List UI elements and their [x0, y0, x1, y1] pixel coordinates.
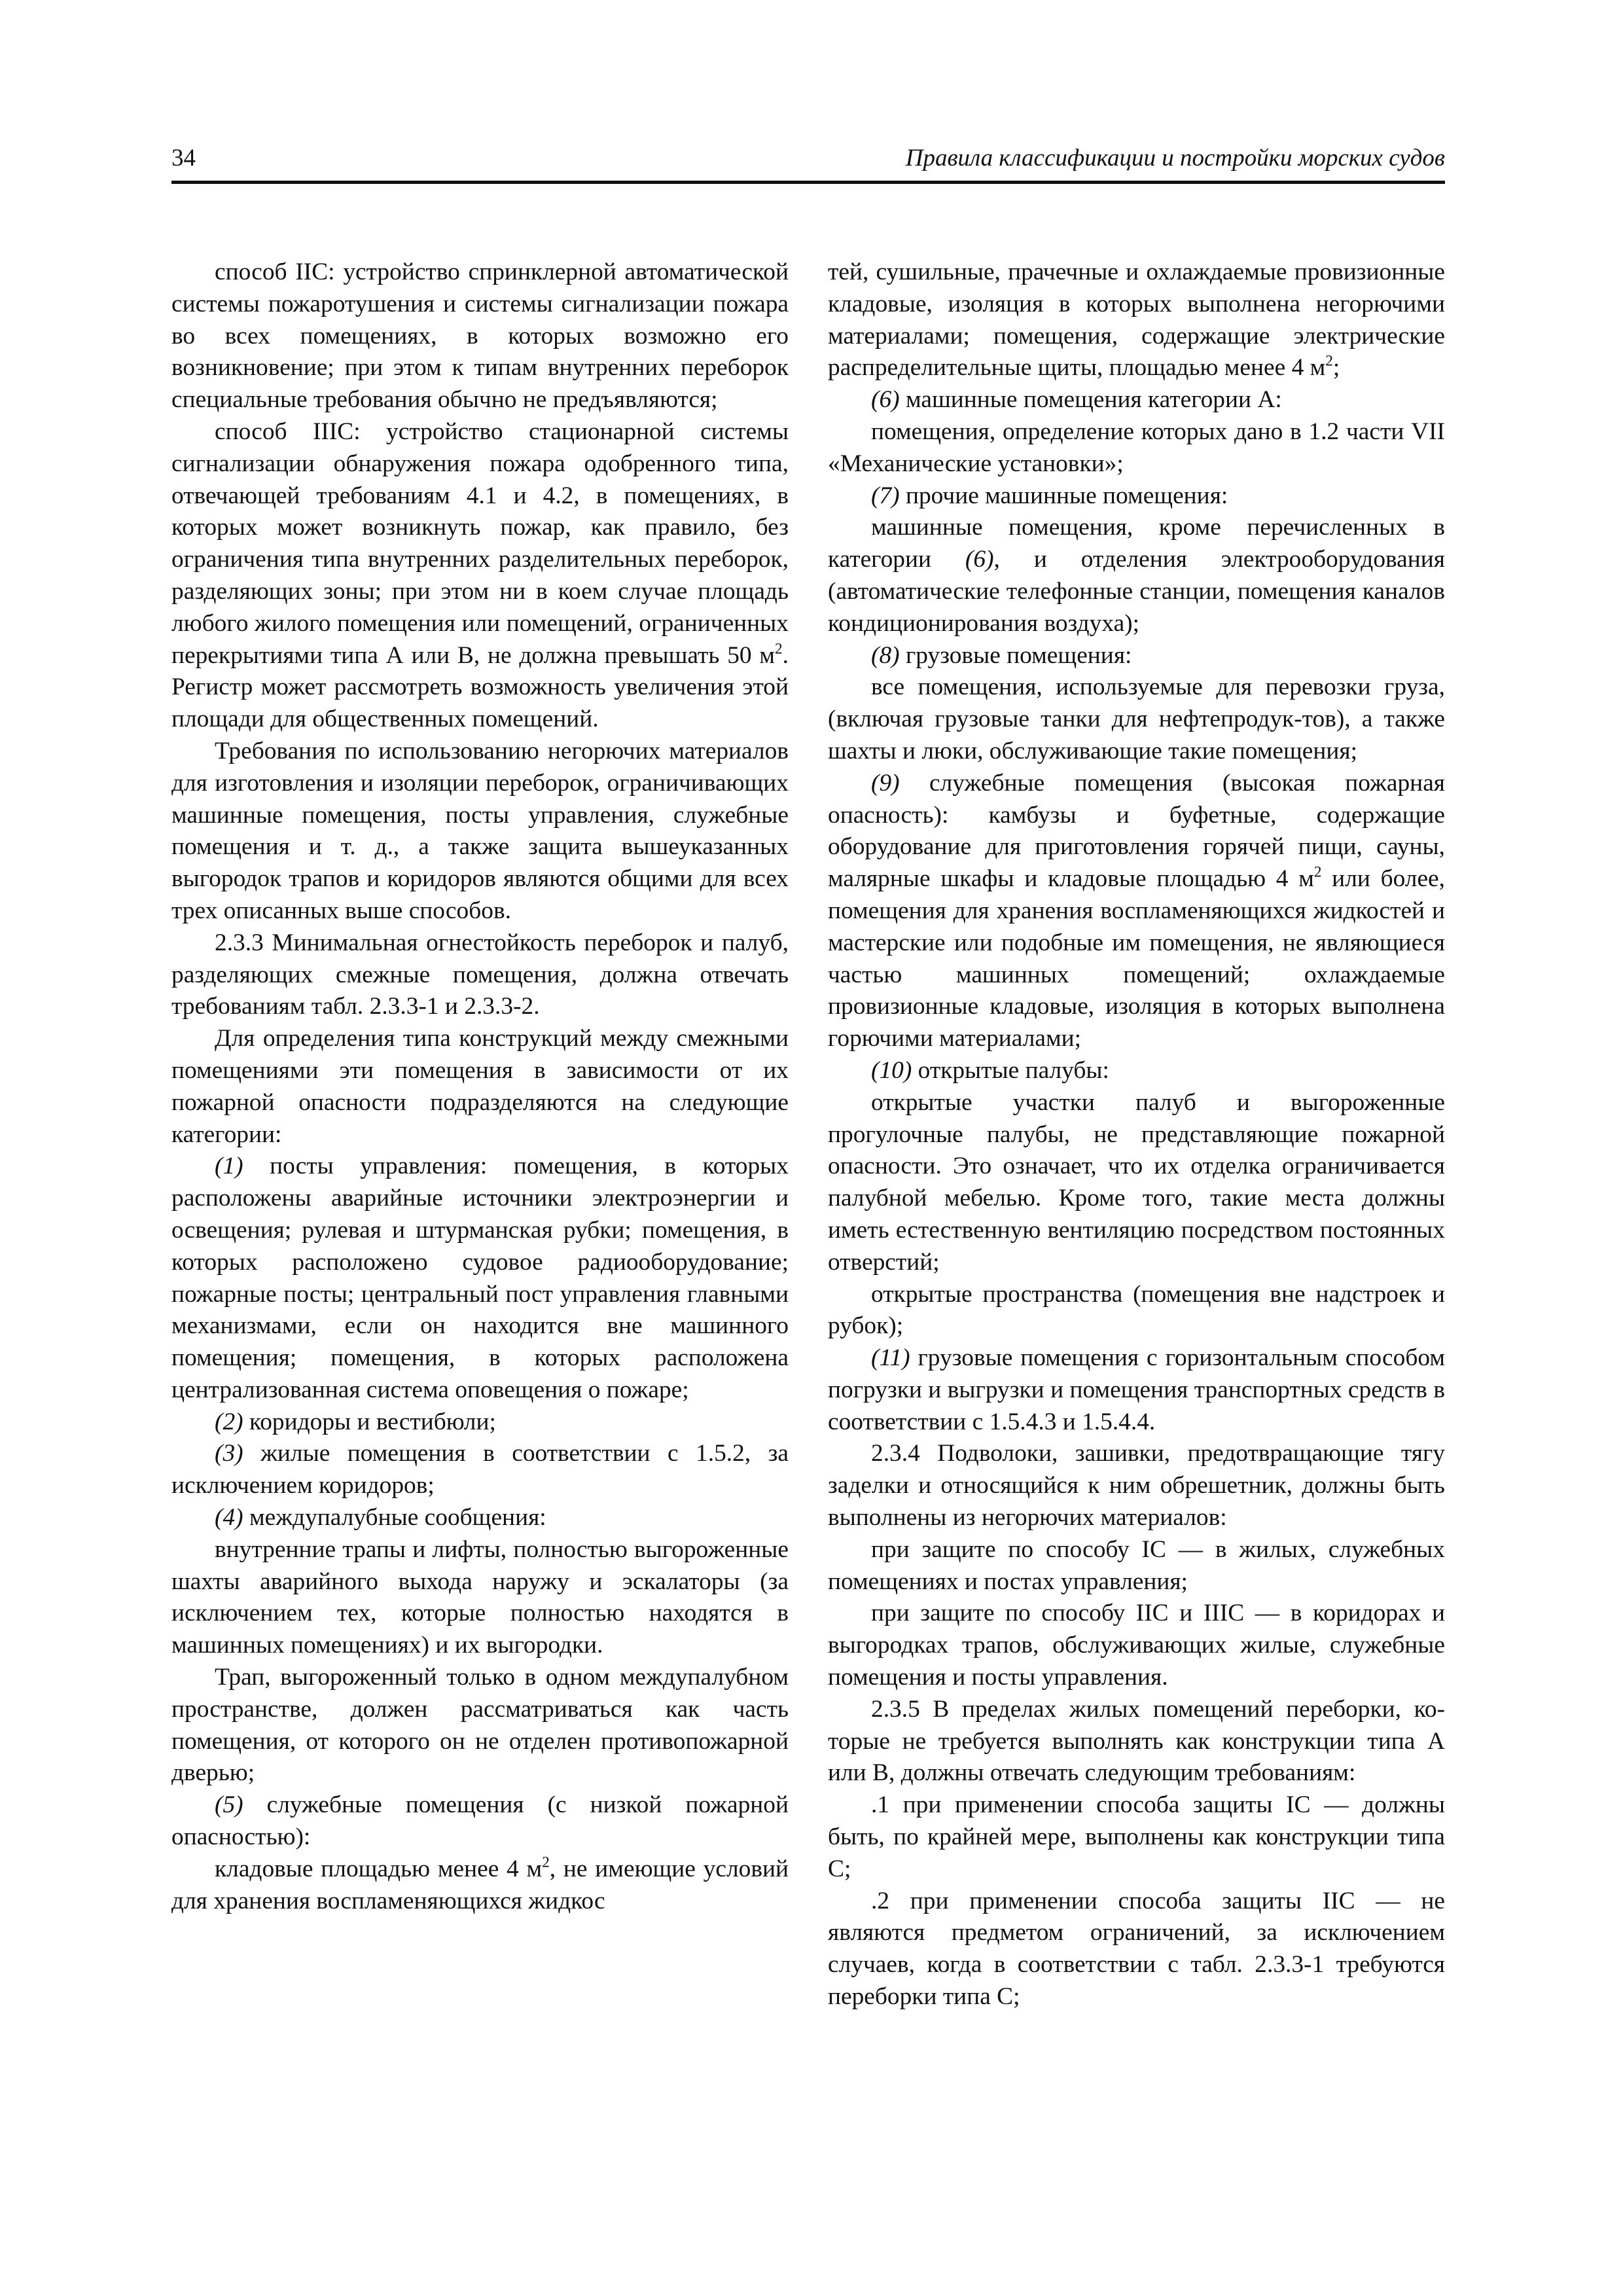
paragraph: 2.3.4 Подволоки, зашивки, предотвращающие тягу заделки и относящийся к ним обрешетник, должны быть выполнены из негорючих материалов:: [828, 1440, 1445, 1532]
list-item: (4) междупалубные сообщения:: [215, 1504, 546, 1532]
paragraph: 2.3.5 В пределах жилых помещений переборки, которые не требуется выполнять как конструкции типа А или В, должны отвечать следующим требованиям:: [828, 1695, 1445, 1787]
page-header: [171, 143, 1445, 184]
paragraph: все помещения, используемые для перевозки груза, (включая грузовые танки для нефтепродук-тов), а также шахты и люки, обслуживающие такие помещения;: [828, 673, 1445, 764]
paragraph: помещения, определение которых дано в 1.2 части VII «Механические установки»;: [828, 418, 1445, 477]
paragraph: внутренние трапы и лифты, полностью выгороженные шахты аварийного выхода наружу и эскалаторы (за исключением тех, которые полностью находятся в машинных помещениях) и их выгородки.: [171, 1535, 789, 1659]
paragraph: при защите по способу IIС и IIIС — в коридорах и выгородках трапов, обслуживающих жилые, служебные помещения и посты управления.: [828, 1600, 1445, 1691]
list-item: (8) грузовые помещения:: [871, 641, 1132, 669]
paragraph: .1 при применении способа защиты IС — должны быть, по крайней мере, выполнены как конструкции типа С;: [828, 1791, 1445, 1882]
list-item: (1) посты управления: помещения, в которых расположены аварийные источники электроэнергии и освещения; рулевая и штурманская рубки; помещения, в которых расположено судовое радиооборудование; пожарные посты; центральный пост управления главными механизмами, если он находится вне машинного помещения; помещения, в которых расположена централизованная система оповещения о пожаре;: [171, 1153, 789, 1403]
left-column: [171, 257, 789, 1917]
paragraph: кладовые площадью менее 4 $м^2$, не имеющие условий для хранения воспламеняющихся жидкос: [171, 1854, 789, 1914]
list-item: (2) коридоры и вестибюли;: [215, 1408, 496, 1435]
list-item: (7) прочие машинные помещения:: [871, 482, 1228, 509]
list-item: (11) грузовые помещения с горизонтальным способом погрузки и выгрузки и помещения транспортных средств в соответствии с 1.5.4.3 и 1.5.4.4.: [828, 1344, 1445, 1435]
list-item: (9) служебные помещения (высокая пожарная опасность): камбузы и буфетные, содержащие оборудование для приготовления горячей пищи, сауны, малярные шкафы и кладовые площадью 4 $м^2$ или более, помещения для хранения воспламеняющихся жидкостей и мастерские или подобные им помещения, не являющиеся частью машинных помещений; охлаждаемые провизионные кладовые, изоляция в которых выполнена горючими материалами;: [828, 769, 1445, 1052]
paragraph: Требования по использованию негорючих материалов для изготовления и изоляции переборок, ограничивающих машинные помещения, посты управления, служебные помещения и т. д., а также защита вышеуказанных выгородок трапов и коридоров являются общими для всех трех описанных выше способов.: [171, 737, 789, 924]
paragraph: тей, сушильные, прачечные и охлаждаемые провизионные кладовые, изоляция в которых выполнена негорючими материалами; помещения, содержащие электрические распределительные щиты, площадью менее 4 $м^2$;: [828, 259, 1445, 382]
list-item: (5) служебные помещения (с низкой пожарной опасностью):: [171, 1791, 789, 1851]
paragraph: 2.3.3 Минимальная огнестойкость переборок и палуб, разделяющих смежные помещения, должна отвечать требованиям табл. 2.3.3-1 и 2.3.3-2.: [171, 929, 789, 1020]
paragraph: способ IIС: устройство спринклерной автоматической системы пожаротушения и системы сигнализации пожара во всех помещениях, в которых возможно его возникновение; при этом к типам внутренних переборок специальные требования обычно не предъявляются;: [171, 259, 789, 414]
right-column: [828, 257, 1445, 2013]
paragraph: машинные помещения, кроме перечисленных в категории (6), и отделения электрооборудования (автоматические телефонные станции, помещения каналов кондиционирования воздуха);: [828, 514, 1445, 637]
running-title: Правила классификации и постройки морских судов: [905, 145, 1445, 171]
paragraph: способ IIIС: устройство стационарной системы сигнализации обнаружения пожара одобренного типа, отвечающей требованиям 4.1 и 4.2, в помещениях, в которых может возникнуть пожар, как правило, без ограничения типа внутренних разделительных переборок, разделяющих зоны; при этом ни в коем случае площадь любого жилого помещения или помещений, ограниченных перекрытиями типа А или В, не должна превышать 50 $м^2$. Регистр может рассмотреть возможность увеличения этой площади для общественных помещений.: [171, 418, 789, 733]
paragraph: открытые участки палуб и выгороженные прогулочные палубы, не представляющие пожарной опасности. Это означает, что их отделка ограничивается палубной мебелью. Кроме того, такие места должны иметь естественную вентиляцию посредством постоянных отверстий;: [828, 1088, 1445, 1276]
page-number: 34: [171, 145, 196, 171]
paragraph: при защите по способу IС — в жилых, служебных помещениях и постах управления;: [828, 1535, 1445, 1595]
list-item: (10) открытые палубы:: [871, 1056, 1109, 1084]
paragraph: Для определения типа конструкций между смежными помещениями эти помещения в зависимости от их пожарной опасности подразделяются на следующие категории:: [171, 1025, 789, 1148]
paragraph: открытые пространства (помещения вне надстроек и рубок);: [828, 1280, 1445, 1340]
list-item: (3) жилые помещения в соответствии с 1.5.2, за исключением коридоров;: [171, 1440, 789, 1499]
list-item: (6) машинные помещения категории А:: [871, 386, 1282, 414]
paragraph: .2 при применении способа защиты IIС — не являются предметом ограничений, за исключением случаев, когда в соответствии с табл. 2.3.3-1 требуются переборки типа С;: [828, 1887, 1445, 2011]
paragraph: Трап, выгороженный только в одном междупалубном пространстве, должен рассматриваться как часть помещения, от которого он не отделен противопожарной дверью;: [171, 1664, 789, 1787]
